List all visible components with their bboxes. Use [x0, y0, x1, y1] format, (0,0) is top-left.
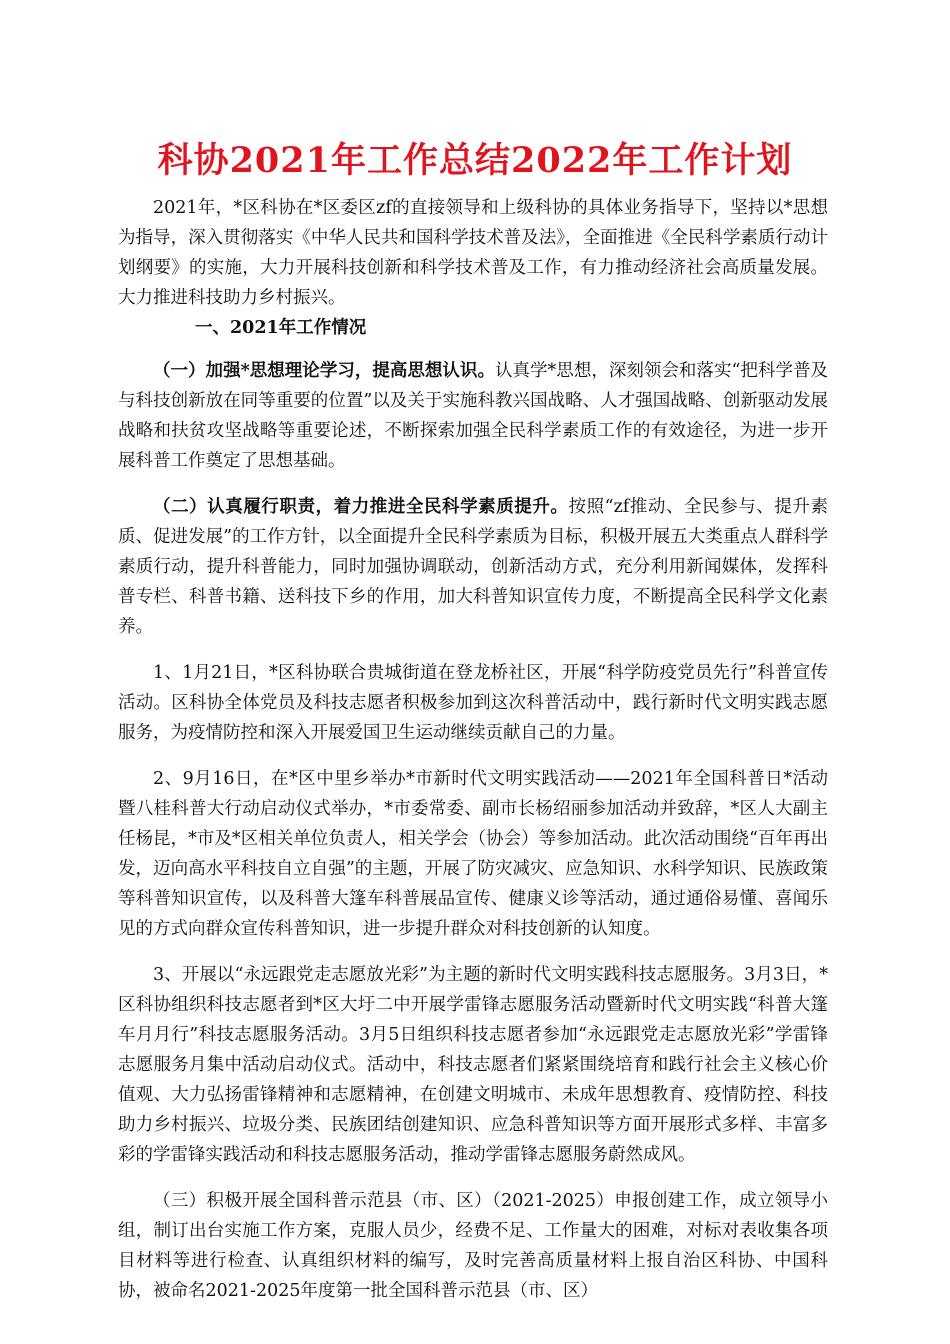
- item-1-body: 认真学*思想，深刻领会和落实“把科学普及与科技创新放在同等重要的位置”以及关于实施科教兴国战略、人才强国战略、创新驱动发展战略和扶贫攻坚战略等重要论述，不断探索加强全民科学素质工作的有效途径，为进一步开展科普工作奠定了思想基础。: [118, 361, 828, 471]
- item-1-paragraph: [118, 356, 828, 476]
- document-title: 科协2021年工作总结2022年工作计划: [157, 140, 793, 181]
- item-3-paragraph: （三）积极开展全国科普示范县（市、区）（2021-2025）申报创建工作，成立领导小组，制订出台实施工作方案，克服人员少，经费不足、工作量大的困难，对标对表收集各项目材料等进行检查、认真组织材料的编写，及时完善高质量材料上报自治区科协、中国科协，被命名2021-2025年度第一批全国科普示范县（市、区）: [118, 1191, 828, 1301]
- item-2-body: 按照“zf推动、全民参与、提升素质、促进发展”的工作方针，以全面提升全民科学素质为目标，积极开展五大类重点人群科学素质行动，提升科普能力，同时加强协调联动，创新活动方式，充分利用新闻媒体，发挥科普专栏、科普书籍、送科技下乡的作用，加大科普知识宣传力度，不断提高全民科学文化素养。: [118, 497, 828, 637]
- item-2-lead: （二）认真履行职责，着力推进全民科学素质提升。: [153, 497, 569, 517]
- section-heading: 一、2021年工作情况: [195, 318, 367, 338]
- item-2-paragraph: [118, 492, 828, 642]
- point-2-paragraph: 2、9月16日，在*区中里乡举办*市新时代文明实践活动——2021年全国科普日*活动暨八桂科普大行动启动仪式举办，*市委常委、副市长杨绍丽参加活动并致辞，*区人大副主任杨昆，*市及*区相关单位负责人，相关学会（协会）等参加活动。此次活动围绕“百年再出发，迈向高水平科技自立自强”的主题，开展了防灾减灾、应急知识、水科学知识、民族政策等科普知识宣传，以及科普大篷车科普展品宣传、健康义诊等活动，通过通俗易懂、喜闻乐见的方式向群众宣传科普知识，进一步提升群众对科技创新的认知度。: [118, 769, 828, 939]
- point-1-paragraph: 1、1月21日，*区科协联合贵城街道在登龙桥社区，开展“科学防疫党员先行”科普宣传活动。区科协全体党员及科技志愿者积极参加到这次科普活动中，践行新时代文明实践志愿服务，为疫情防控和深入开展爱国卫生运动继续贡献自己的力量。: [118, 663, 828, 743]
- document-body: [118, 193, 828, 1306]
- item-1-lead: （一）加强*思想理论学习，提高思想认识。: [153, 361, 495, 381]
- point-3-paragraph: 3、开展以“永远跟党走志愿放光彩”为主题的新时代文明实践科技志愿服务。3月3日，*区科协组织科技志愿者到*区大圩二中开展学雷锋志愿服务活动暨新时代文明实践“科普大篷车月月行”科技志愿服务活动。3月5日组织科技志愿者参加“永远跟党走志愿放光彩”学雷锋志愿服务月集中活动启动仪式。活动中，科技志愿者们紧紧围绕培育和践行社会主义核心价值观、大力弘扬雷锋精神和志愿精神，在创建文明城市、未成年思想教育、疫情防控、科技助力乡村振兴、垃圾分类、民族团结创建知识、应急科普知识等方面开展形式多样、丰富多彩的学雷锋实践活动和科技志愿服务活动，推动学雷锋志愿服务蔚然成风。: [118, 965, 828, 1165]
- intro-paragraph: 2021年，*区科协在*区委区zf的直接领导和上级科协的具体业务指导下，坚持以*思想为指导，深入贯彻落实《中华人民共和国科学技术普及法》，全面推进《全民科学素质行动计划纲要》的实施，大力开展科技创新和科学技术普及工作，有力推动经济社会高质量发展。大力推进科技助力乡村振兴。: [118, 198, 828, 308]
